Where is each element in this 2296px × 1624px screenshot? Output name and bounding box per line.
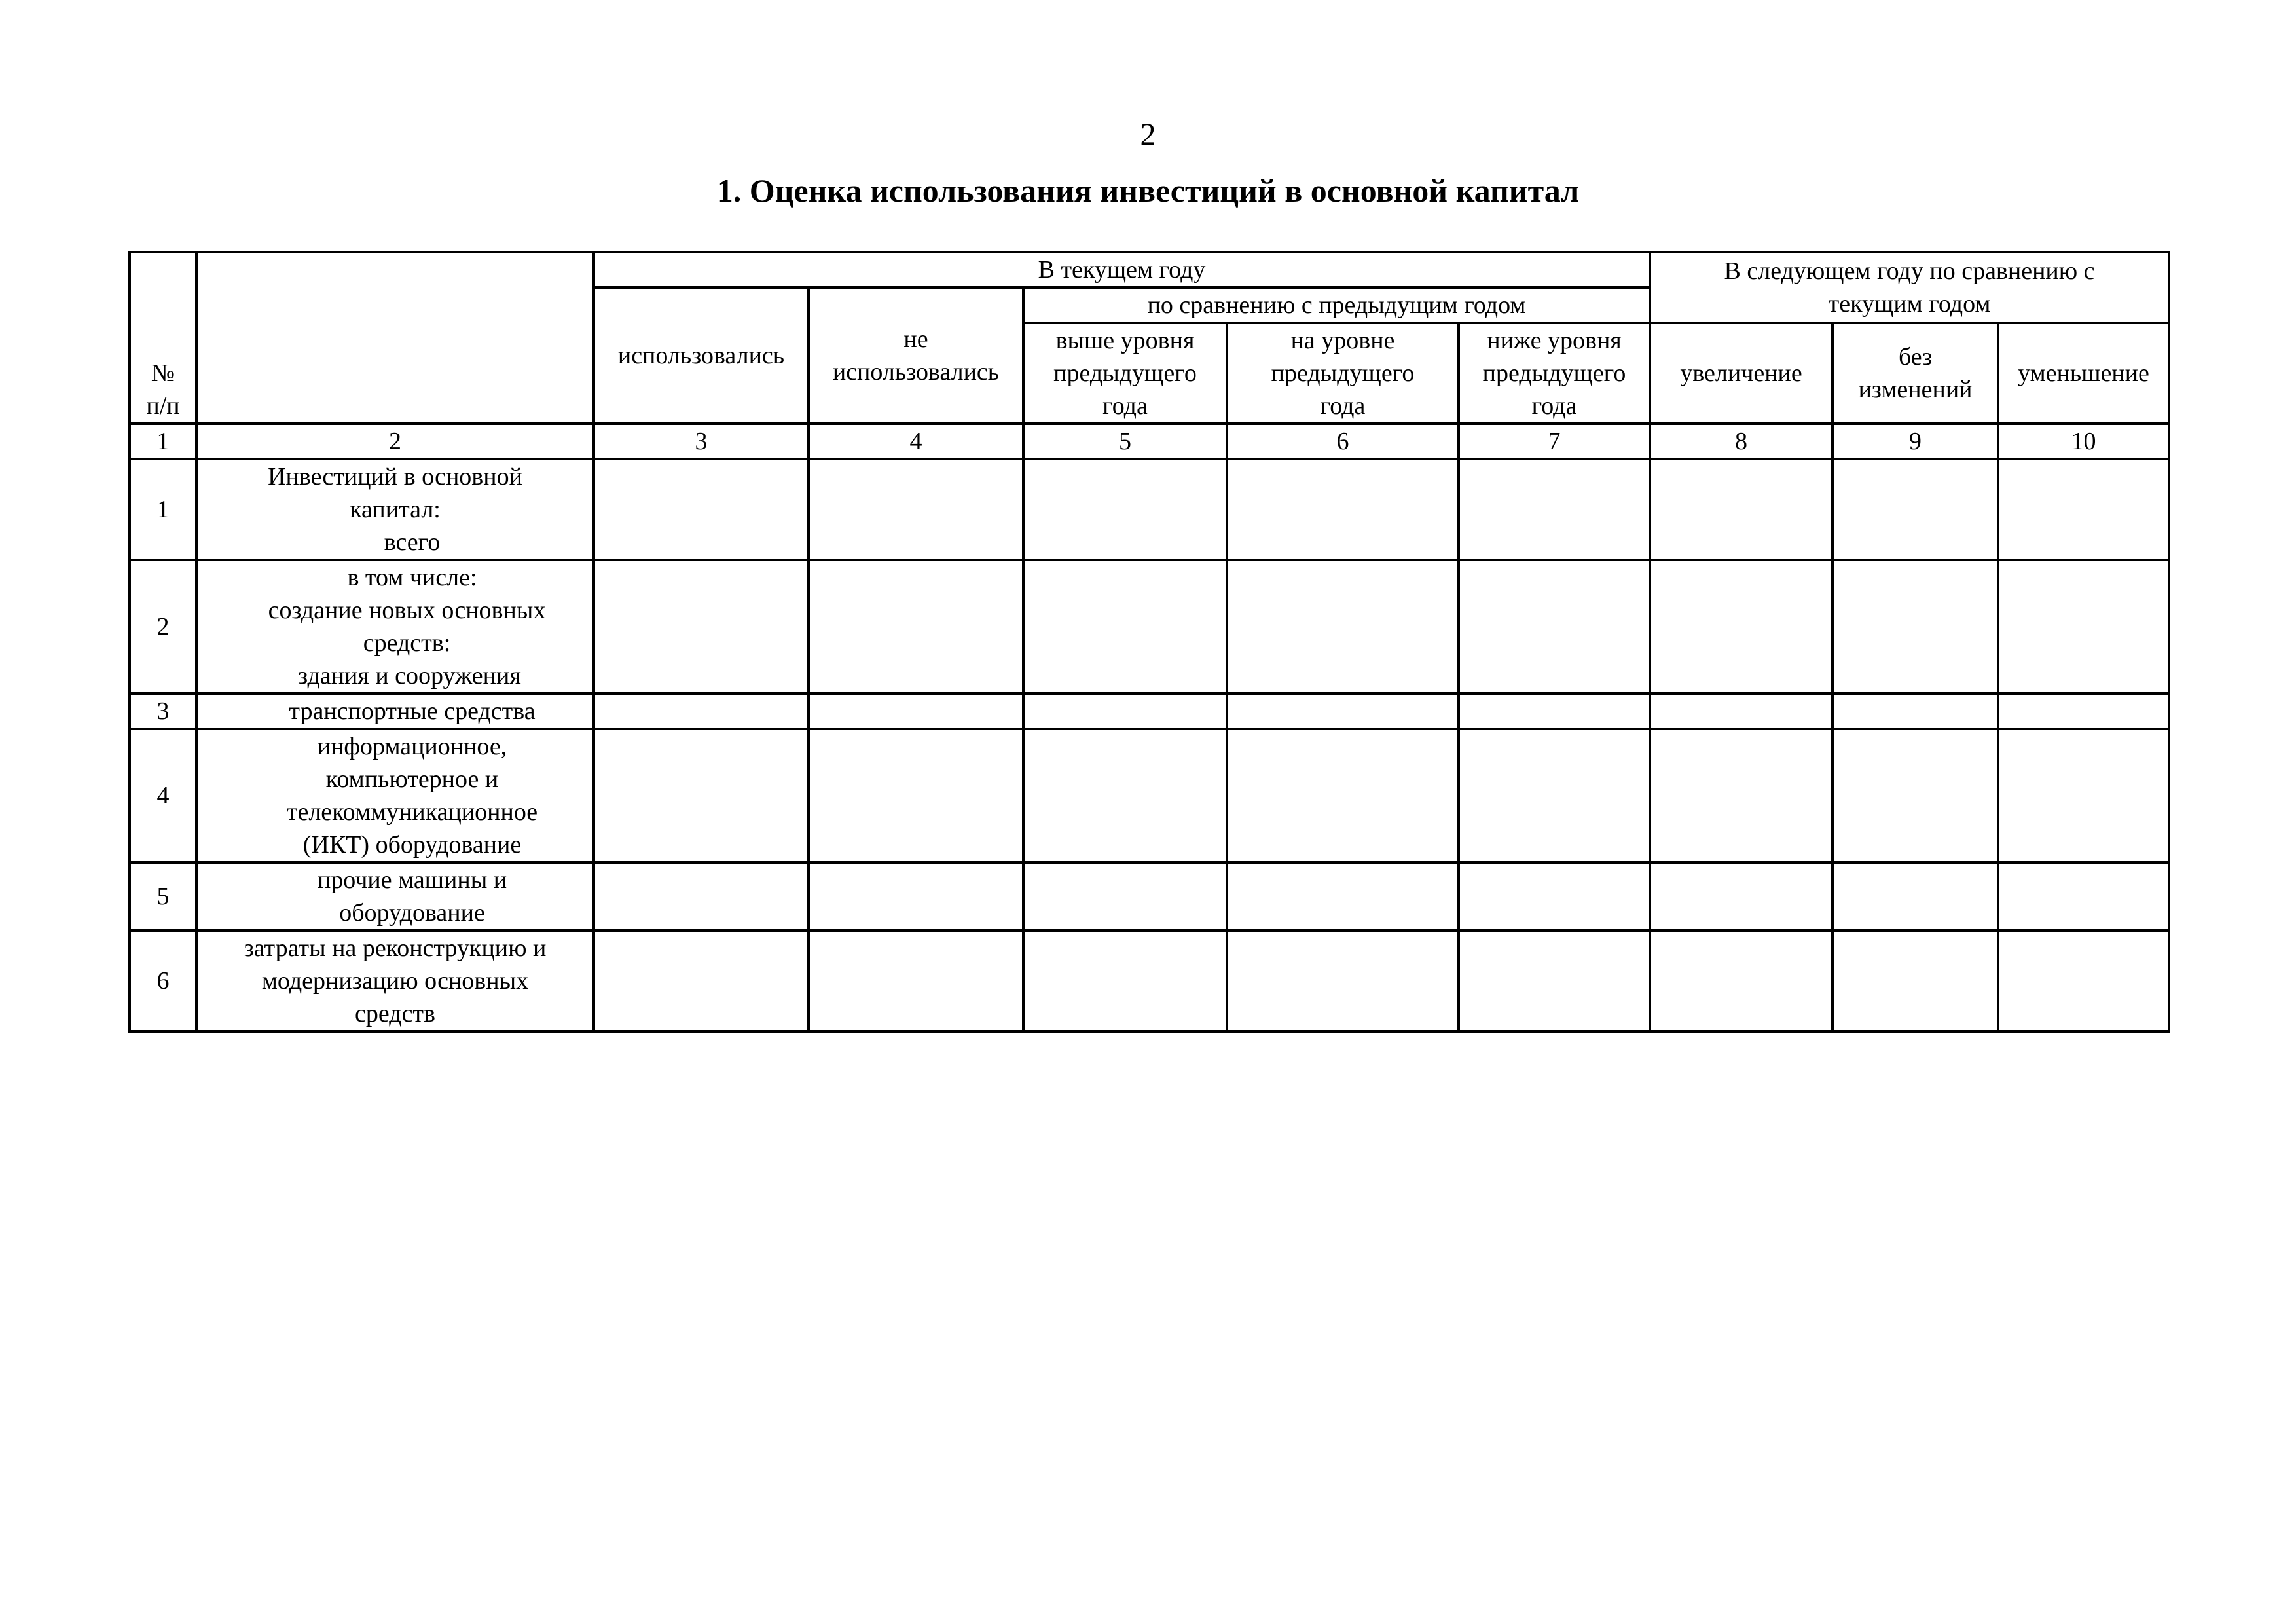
row-label (196, 862, 594, 931)
table-row (130, 693, 2169, 729)
document-title: 1. Оценка использования инвестиций в основной капитал (716, 172, 1580, 209)
column-number: 7 (1459, 424, 1650, 459)
header-next-year (1650, 252, 2169, 323)
input-cell[interactable] (1227, 560, 1459, 693)
row-label-line: здания и сооружения (298, 662, 521, 690)
row-label (196, 729, 594, 862)
header-col5-line3: года (1102, 392, 1148, 420)
row-number: 2 (130, 560, 196, 693)
input-cell[interactable] (1459, 693, 1650, 729)
header-col6-line1: на уровне (1290, 327, 1395, 354)
row-label-line: средств: (363, 629, 451, 657)
header-col6 (1227, 323, 1459, 424)
row-label-line: (ИКТ) оборудование (302, 831, 522, 858)
input-cell[interactable] (594, 862, 809, 931)
row-label-line: затраты на реконструкцию и (244, 934, 547, 962)
input-cell[interactable] (1998, 560, 2169, 693)
input-cell[interactable] (594, 729, 809, 862)
header-current-year: В текущем году (594, 252, 1650, 287)
header-col5-line2: предыдущего (1053, 360, 1197, 387)
header-row (130, 252, 2169, 287)
row-label-line: средств (355, 1000, 435, 1027)
header-next-year-line2: текущим годом (1828, 290, 1991, 318)
header-col6-line3: года (1320, 392, 1366, 420)
input-cell[interactable] (809, 931, 1023, 1031)
input-cell[interactable] (809, 459, 1023, 560)
header-col7-line2: предыдущего (1482, 360, 1626, 387)
row-number: 4 (130, 729, 196, 862)
input-cell[interactable] (1459, 729, 1650, 862)
input-cell[interactable] (1998, 693, 2169, 729)
input-cell[interactable] (1650, 862, 1832, 931)
header-col7-line1: ниже уровня (1487, 327, 1622, 354)
header-col4-line1: не (903, 325, 928, 353)
input-cell[interactable] (1227, 693, 1459, 729)
input-cell[interactable] (594, 459, 809, 560)
input-cell[interactable] (1023, 693, 1227, 729)
table-row (130, 459, 2169, 560)
header-num-cell (130, 252, 196, 424)
row-label (196, 931, 594, 1031)
input-cell[interactable] (1832, 729, 1998, 862)
input-cell[interactable] (1650, 729, 1832, 862)
column-number: 9 (1832, 424, 1998, 459)
header-col6-line2: предыдущего (1271, 360, 1415, 387)
row-label-line: капитал: (350, 496, 441, 523)
header-col3: использовались (594, 287, 809, 424)
row-label-line: оборудование (339, 899, 485, 927)
input-cell[interactable] (1459, 459, 1650, 560)
input-cell[interactable] (594, 560, 809, 693)
row-label-line: транспортные средства (289, 697, 536, 725)
row-label-line: в том числе: (347, 564, 477, 591)
table-row (130, 560, 2169, 693)
row-label-line: модернизацию основных (261, 967, 529, 995)
row-label-line: телекоммуникационное (286, 798, 538, 826)
investment-assessment-table (128, 251, 2170, 1033)
row-number: 5 (130, 862, 196, 931)
input-cell[interactable] (1227, 459, 1459, 560)
input-cell[interactable] (1023, 729, 1227, 862)
column-number: 10 (1998, 424, 2169, 459)
input-cell[interactable] (809, 729, 1023, 862)
row-label-line: прочие машины и (317, 866, 507, 894)
header-col9-line1: без (1898, 343, 1933, 371)
table-row (130, 931, 2169, 1031)
header-col9-line2: изменений (1858, 376, 1973, 403)
column-number: 6 (1227, 424, 1459, 459)
row-label-line: всего (384, 528, 441, 556)
header-next-year-line1: В следующем году по сравнению с (1724, 257, 2095, 285)
input-cell[interactable] (594, 693, 809, 729)
input-cell[interactable] (1227, 729, 1459, 862)
input-cell[interactable] (1459, 862, 1650, 931)
page-number: 2 (1140, 117, 1156, 152)
row-number: 6 (130, 931, 196, 1031)
table-row (130, 862, 2169, 931)
header-col7-line3: года (1531, 392, 1577, 420)
column-number: 4 (809, 424, 1023, 459)
input-cell[interactable] (1459, 931, 1650, 1031)
input-cell[interactable] (1998, 862, 2169, 931)
input-cell[interactable] (1650, 693, 1832, 729)
column-number: 2 (196, 424, 594, 459)
input-cell[interactable] (1832, 459, 1998, 560)
column-numbers-row (130, 424, 2169, 459)
input-cell[interactable] (1998, 729, 2169, 862)
column-number: 3 (594, 424, 809, 459)
input-cell[interactable] (1998, 459, 2169, 560)
input-cell[interactable] (1227, 862, 1459, 931)
input-cell[interactable] (1227, 931, 1459, 1031)
input-cell[interactable] (1832, 862, 1998, 931)
header-num-symbol: № (151, 360, 175, 387)
row-label-line: создание новых основных (268, 597, 546, 624)
input-cell[interactable] (1832, 560, 1998, 693)
input-cell[interactable] (1998, 931, 2169, 1031)
input-cell[interactable] (1832, 931, 1998, 1031)
table-row (130, 729, 2169, 862)
header-col9 (1832, 323, 1998, 424)
row-label (196, 693, 594, 729)
input-cell[interactable] (1650, 931, 1832, 1031)
column-number: 8 (1650, 424, 1832, 459)
input-cell[interactable] (1650, 459, 1832, 560)
row-number: 1 (130, 459, 196, 560)
row-label-line: компьютерное и (325, 766, 499, 793)
header-col10: уменьшение (1998, 323, 2169, 424)
row-label-line: Инвестиций в основной (268, 463, 522, 490)
input-cell[interactable] (809, 862, 1023, 931)
header-col5-line1: выше уровня (1055, 327, 1195, 354)
column-number: 5 (1023, 424, 1227, 459)
input-cell[interactable] (1459, 560, 1650, 693)
input-cell[interactable] (809, 693, 1023, 729)
row-label (196, 560, 594, 693)
header-col4-line2: использовались (832, 358, 1000, 386)
header-col8: увеличение (1650, 323, 1832, 424)
header-num-pp: п/п (146, 392, 180, 420)
row-number: 3 (130, 693, 196, 729)
input-cell[interactable] (1023, 560, 1227, 693)
input-cell[interactable] (594, 931, 809, 1031)
header-col4 (809, 287, 1023, 424)
input-cell[interactable] (1023, 862, 1227, 931)
input-cell[interactable] (809, 560, 1023, 693)
row-label (196, 459, 594, 560)
header-compared-prev: по сравнению с предыдущим годом (1023, 287, 1650, 323)
column-number: 1 (130, 424, 196, 459)
header-empty-cell (196, 252, 594, 424)
row-label-line: информационное, (317, 733, 507, 760)
header-col7 (1459, 323, 1650, 424)
header-col5 (1023, 323, 1227, 424)
input-cell[interactable] (1650, 560, 1832, 693)
input-cell[interactable] (1832, 693, 1998, 729)
input-cell[interactable] (1023, 931, 1227, 1031)
input-cell[interactable] (1023, 459, 1227, 560)
